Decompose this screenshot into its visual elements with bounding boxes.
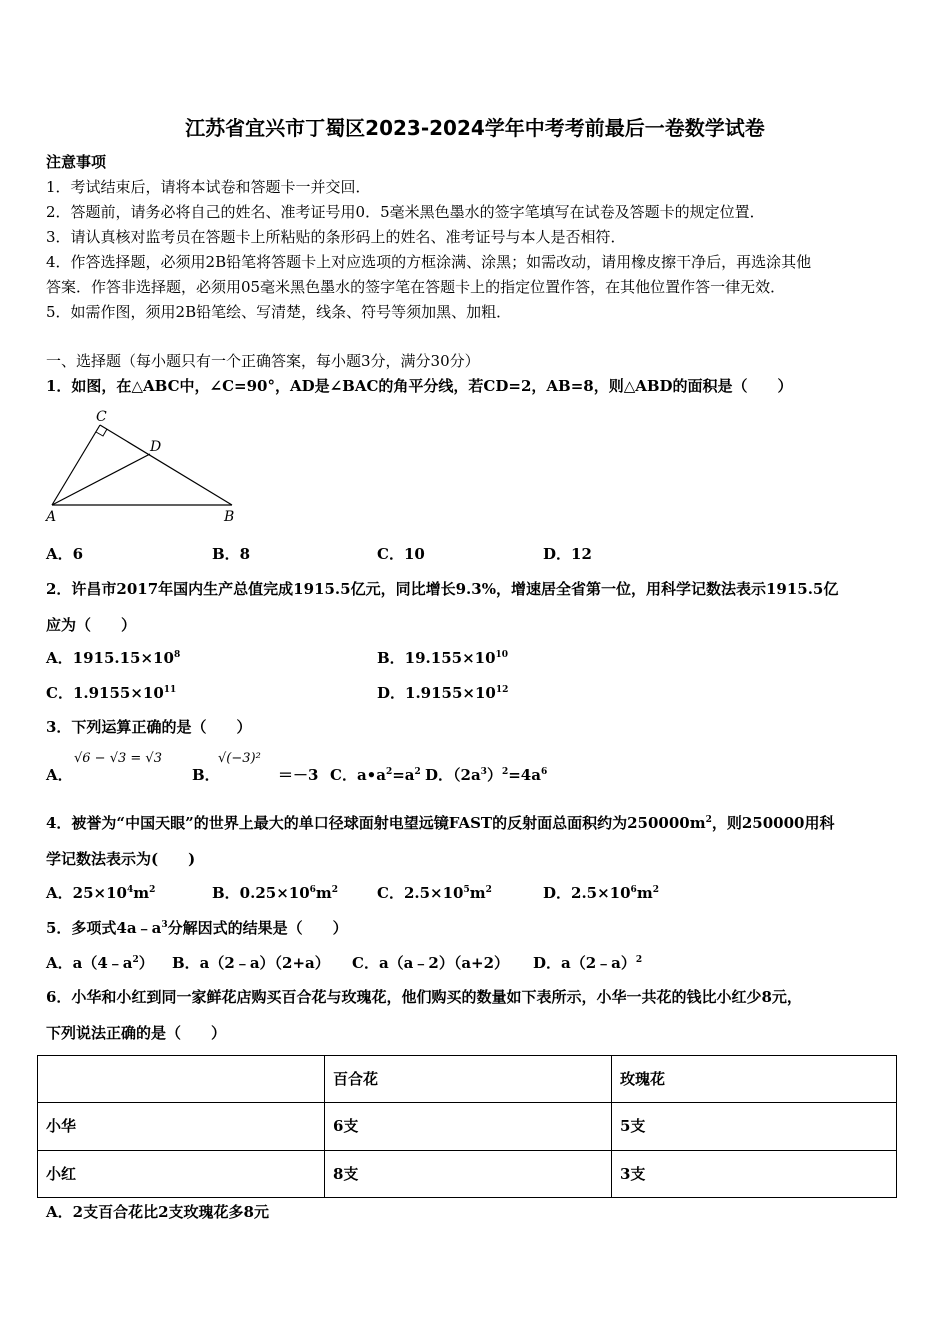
question-6-line2: 下列说法正确的是（ ） <box>46 1024 227 1042</box>
q2-option-d[interactable] <box>377 683 508 703</box>
option-text: D．1.9155×10 <box>377 684 496 702</box>
note-item: 答案．作答非选择题，必须用05毫米黑色墨水的签字笔在答题卡上的指定位置作答，在其他位置作答一律无效． <box>46 278 786 296</box>
table-cell: 3支 <box>612 1150 897 1197</box>
q3-option-a-expression: √6 − √3 = √3 <box>74 751 162 766</box>
section-heading: 一、选择题（每小题只有一个正确答案，每小题3分，满分30分） <box>46 352 480 370</box>
question-text: 4．被誉为“中国天眼”的世界上最大的单口径球面射电望远镜FAST的反射面总面积约为250000m <box>46 814 706 832</box>
option-text: A．a（4﹣a <box>46 954 133 972</box>
notes-heading: 注意事项 <box>46 153 107 171</box>
question-2-line1: 2．许昌市2017年国内生产总值完成1915.5亿元，同比增长9.3%，增速居全省第一位，用科学记数法表示1915.5亿 <box>46 580 839 598</box>
option-text: A．1915.15×10 <box>46 649 174 667</box>
option-text: D．（2a <box>425 766 481 784</box>
table-header-row <box>38 1056 897 1103</box>
page-title: 江苏省宜兴市丁蜀区2023-2024学年中考考前最后一卷数学试卷 <box>185 116 765 140</box>
option-text: =a <box>392 766 415 784</box>
option-text: C．a（a﹣2）（a+2） <box>352 954 510 972</box>
q2-option-b[interactable] <box>377 648 508 668</box>
question-text: 5．多项式4a﹣a <box>46 919 162 937</box>
exponent: 4 <box>126 885 134 895</box>
note-item: 1．考试结束后，请将本试卷和答题卡一并交回． <box>46 178 371 196</box>
exponent: 2 <box>385 767 393 777</box>
q5-option-c[interactable] <box>352 953 509 973</box>
option-text: B．a（2﹣a）（2+a） <box>172 954 330 972</box>
table-row <box>38 1150 897 1197</box>
note-item: 4．作答选择题，必须用2B铅笔将答题卡上对应选项的方框涂满、涂黑；如需改动，请用橡皮擦干净后，再选涂其他 <box>46 253 812 271</box>
q3-option-b-rest: ＝－3 <box>278 766 319 784</box>
q5-option-a[interactable] <box>46 953 154 973</box>
label-c: C <box>96 409 107 425</box>
question-6-line1: 6．小华和小红到同一家鲜花店购买百合花与玫瑰花，他们购买的数量如下表所示，小华一共花的钱比小红少8元， <box>46 988 802 1006</box>
question-text: ，则250000用科 <box>711 814 835 832</box>
option-text: C．1.9155×10 <box>46 684 164 702</box>
exponent: 2 <box>331 885 339 895</box>
question-4-line2: 学记数法表示为( ) <box>46 850 196 868</box>
note-item: 2．答题前，请务必将自己的姓名、准考证号用0．5毫米黑色墨水的签字笔填写在试卷及答题卡的规定位置． <box>46 203 765 221</box>
q3-option-b-expression: √(−3)² <box>218 751 261 766</box>
exponent: 2 <box>705 815 712 825</box>
q5-option-d[interactable] <box>533 953 642 973</box>
q2-option-c[interactable] <box>46 683 176 703</box>
option-text: m <box>133 884 150 902</box>
note-item: 5．如需作图，须用2B铅笔绘、写清楚，线条、符号等须加黑、加粗． <box>46 303 512 321</box>
exponent: 2 <box>414 767 421 777</box>
exponent: 2 <box>501 767 509 777</box>
option-text: B．19.155×10 <box>377 649 496 667</box>
note-item: 3．请认真核对监考员在答题卡上所粘贴的条形码上的姓名、准考证号与本人是否相符． <box>46 228 626 246</box>
option-text: C．2.5×10 <box>377 884 464 902</box>
exponent: 11 <box>163 685 177 695</box>
q4-option-c[interactable] <box>377 883 492 903</box>
q1-option-a[interactable]: A．6 <box>46 545 84 563</box>
q5-option-b[interactable] <box>172 953 330 973</box>
purchase-table <box>37 1055 897 1198</box>
table-cell: 8支 <box>325 1150 612 1197</box>
table-row <box>38 1103 897 1150</box>
q6-option-a[interactable]: A．2支百合花比2支玫瑰花多8元 <box>46 1203 269 1221</box>
option-text: D．a（2﹣a） <box>533 954 636 972</box>
exponent: 10 <box>495 650 509 660</box>
q2-option-a[interactable] <box>46 648 180 668</box>
question-1-text: 1．如图，在△ABC中，∠C=90°，AD是∠BAC的角平分线，若CD=2，AB=8，则△ABD的面积是（ ） <box>46 377 793 395</box>
table-header-cell: 百合花 <box>325 1056 612 1103</box>
exponent: 2 <box>635 955 643 965</box>
exponent: 2 <box>132 955 139 965</box>
q4-option-b[interactable] <box>212 883 338 903</box>
option-text: m <box>469 884 486 902</box>
exponent: 3 <box>480 767 487 777</box>
exponent: 12 <box>495 685 509 695</box>
option-text: C．a•a <box>330 766 386 784</box>
table-cell: 5支 <box>612 1103 897 1150</box>
exponent: 3 <box>161 920 168 930</box>
q3-option-a-label[interactable]: A． <box>46 766 73 784</box>
question-5-text <box>46 918 348 938</box>
option-text: m <box>315 884 332 902</box>
side-cb <box>100 425 232 505</box>
label-a: A <box>46 509 57 525</box>
triangle-figure <box>40 407 250 527</box>
table-cell: 小红 <box>38 1150 325 1197</box>
exponent: 6 <box>540 767 548 777</box>
option-text: m <box>636 884 653 902</box>
option-text: ） <box>486 766 502 784</box>
exponent: 2 <box>485 885 492 895</box>
table-cell: 6支 <box>325 1103 612 1150</box>
q3-option-c[interactable] <box>330 765 421 785</box>
q1-option-d[interactable]: D．12 <box>543 545 592 563</box>
q1-option-b[interactable]: B．8 <box>212 545 251 563</box>
question-2-line2: 应为（ ） <box>46 616 137 634</box>
question-text: 分解因式的结果是（ ） <box>167 919 348 937</box>
option-text: A．25×10 <box>46 884 127 902</box>
table-cell: 小华 <box>38 1103 325 1150</box>
table-header-cell <box>38 1056 325 1103</box>
label-b: B <box>224 509 235 525</box>
option-text: B．0.25×10 <box>212 884 310 902</box>
exponent: 5 <box>463 885 470 895</box>
question-4-line1 <box>46 813 834 833</box>
option-text: ） <box>138 954 154 972</box>
q4-option-d[interactable] <box>543 883 659 903</box>
exponent: 2 <box>652 885 659 895</box>
option-text: =4a <box>508 766 541 784</box>
label-d: D <box>150 439 162 455</box>
q4-option-a[interactable] <box>46 883 155 903</box>
q1-option-c[interactable]: C．10 <box>377 545 425 563</box>
exponent: 8 <box>173 650 181 660</box>
option-text: D．2.5×10 <box>543 884 631 902</box>
table-header-cell: 玫瑰花 <box>612 1056 897 1103</box>
question-3-text: 3．下列运算正确的是（ ） <box>46 718 252 736</box>
exponent: 2 <box>149 885 156 895</box>
exponent: 6 <box>630 885 637 895</box>
q3-option-d[interactable] <box>425 765 547 785</box>
q3-option-b-label[interactable]: B． <box>192 766 220 784</box>
exponent: 6 <box>309 885 316 895</box>
